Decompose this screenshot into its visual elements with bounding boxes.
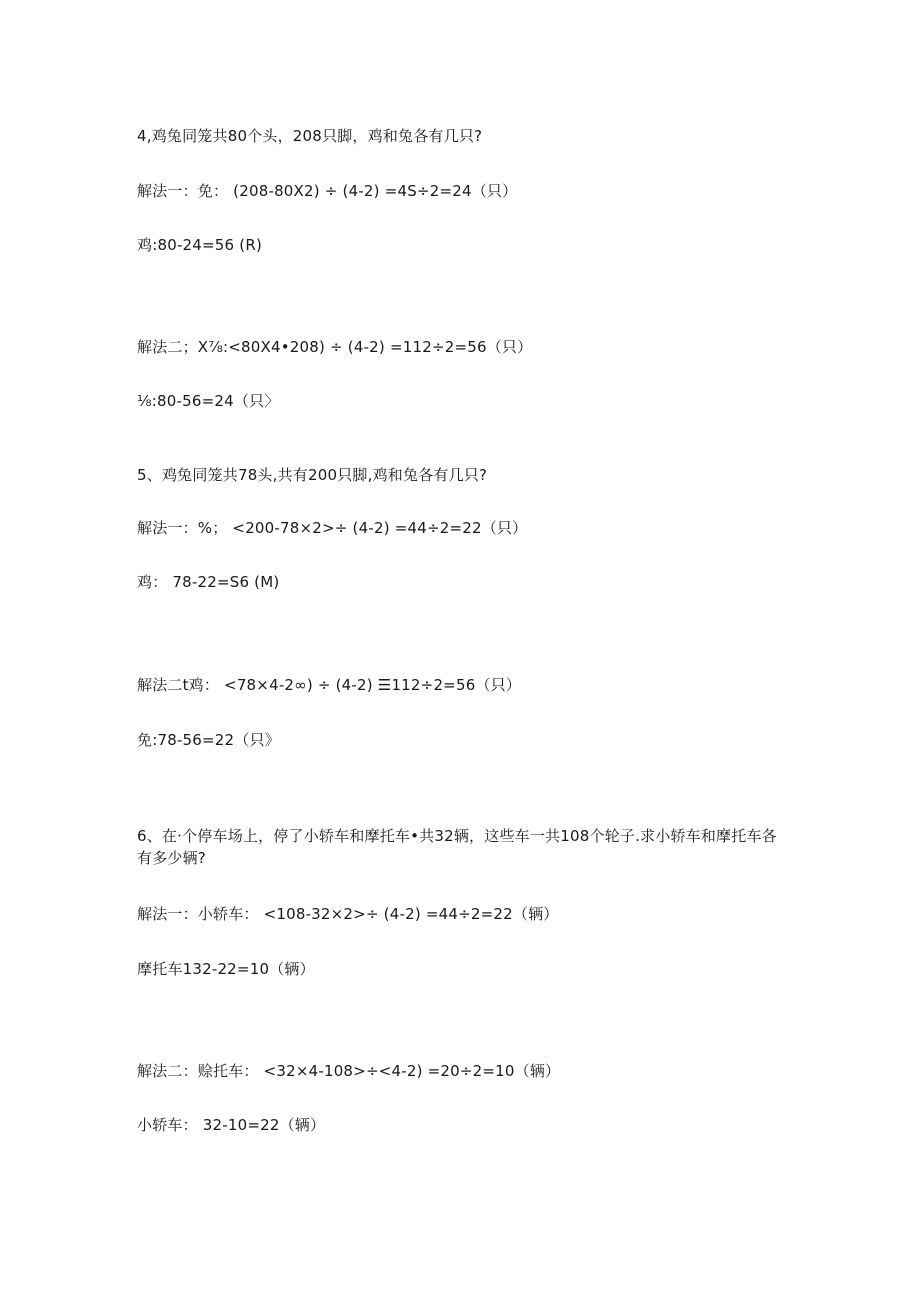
problem-5-method-1-step-1: 解法一：%； <200-78×2>÷ (4-2) =44÷2=22（只） — [137, 519, 528, 537]
problem-5-question: 5、鸡兔同笼共78头,共有200只脚,鸡和兔各有几只? — [137, 466, 488, 484]
problem-4-method-1-step-2: 鸡:80-24=56 (R) — [137, 236, 262, 254]
problem-5-method-1-step-2: 鸡： 78-22=S6 (M) — [137, 573, 280, 591]
problem-4-method-1-step-1: 解法一：免： (208-80X2) ÷ (4-2) =4S÷2=24（只） — [137, 182, 518, 200]
problem-6-method-1-step-2: 摩托车132-22=10（辆） — [137, 960, 315, 978]
problem-6-question: 6、在·个停车场上，停了小轿车和摩托车•共32辆，这些车一共108个轮子.求小轿车和摩托车各有多少辆? — [137, 827, 777, 867]
problem-4-method-2-step-1: 解法二；X⅞:<80X4•208) ÷ (4-2) =112÷2=56（只） — [137, 338, 533, 356]
problem-5-method-2-step-1: 解法二t鸡： <78×4-2∞) ÷ (4-2) ☰112÷2=56（只） — [137, 676, 522, 694]
problem-4-question: 4,鸡兔同笼共80个头，208只脚，鸡和兔各有几只? — [137, 127, 483, 145]
problem-6-method-1-step-1: 解法一：小轿车： <108-32×2>÷ (4-2) =44÷2=22（辆） — [137, 905, 559, 923]
problem-6-method-2-step-2: 小轿车： 32-10=22（辆） — [137, 1116, 326, 1134]
problem-4-method-2-step-2: ⅛:80-56=24（只〉 — [137, 392, 280, 410]
problem-6-method-2-step-1: 解法二：赊托车： <32×4-108>÷<4-2) =20÷2=10（辆） — [137, 1062, 561, 1080]
problem-5-method-2-step-2: 免:78-56=22（只》 — [137, 731, 280, 749]
